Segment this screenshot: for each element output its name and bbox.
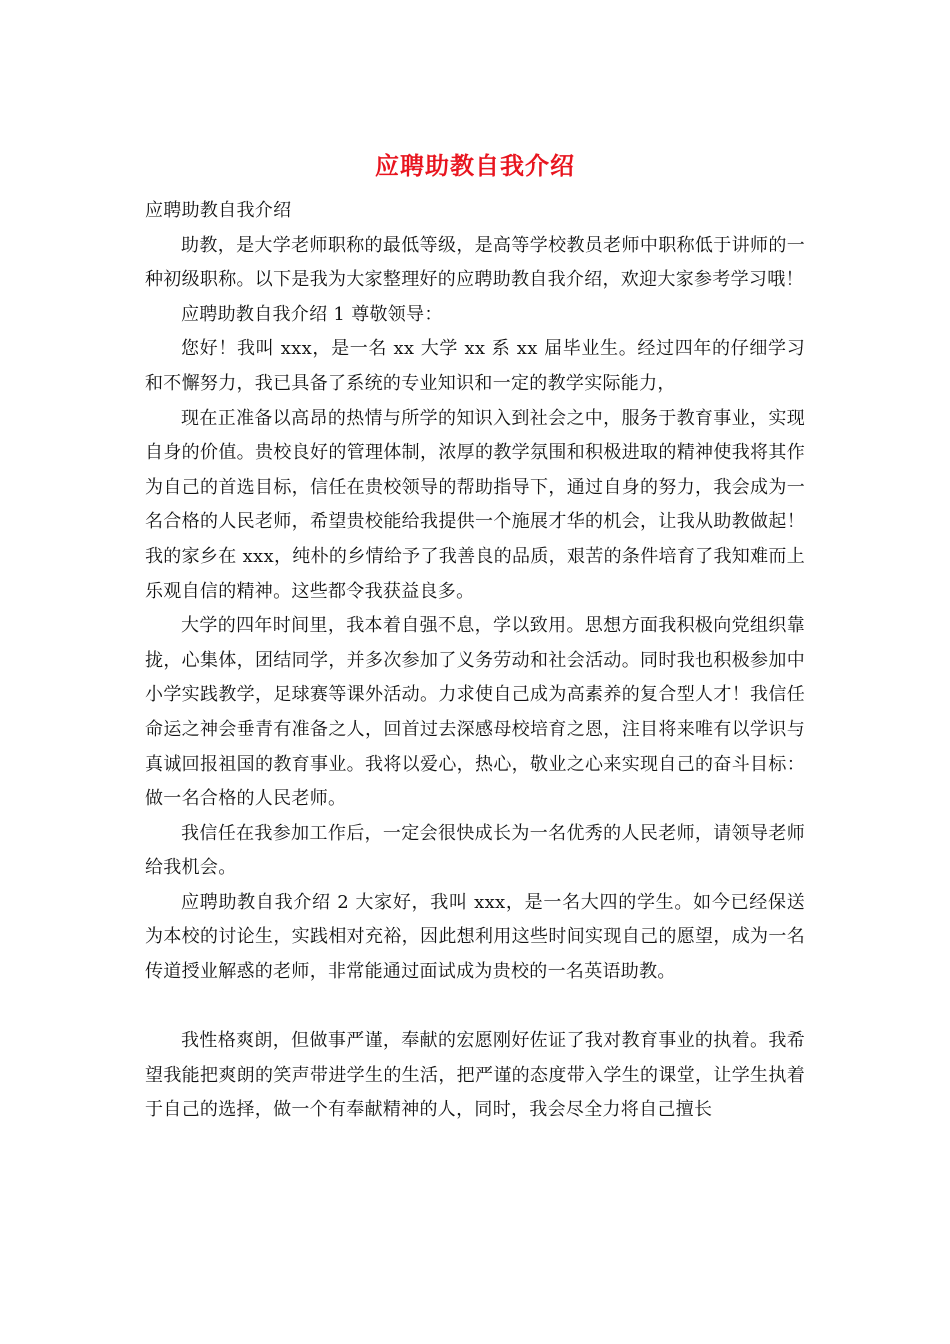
document-subtitle: 应聘助教自我介绍 [145, 200, 292, 221]
paragraph-heading-1: 应聘助教自我介绍 1 尊敬领导： [181, 303, 443, 325]
paragraph-heading-2: 应聘助教自我介绍 2 大家好，我叫 xxx，是一名大四的学生。如今已经保送为本校的讨论生，实践相对充裕，因此想利用这些时间实现自己的愿望，成为一名传道授业解惑的老师，非常能通过面试成为贵校的一名英语助教。 [145, 891, 805, 983]
paragraph-university: 大学的四年时间里，我本着自强不息，学以致用。思想方面我积极向党组织靠拢，心集体，团结同学，并多次参加了义务劳动和社会活动。同时我也积极参加中小学实践教学，足球赛等课外活动。力求使自己成为高素养的复合型人才！我信任命运之神会垂青有准备之人，回首过去深感母校培育之恩，注目将来唯有以学识与真诚回报祖国的教育事业。我将以爱心，热心，敬业之心来实现自己的奋斗目标：做一名合格的人民老师。 [145, 615, 805, 810]
document-title: 应聘助教自我介绍 [375, 151, 575, 180]
document-body [145, 194, 805, 1128]
blank-line [145, 990, 805, 1025]
paragraph-goal: 现在正准备以高昂的热情与所学的知识入到社会之中，服务于教育事业，实现自身的价值。贵校良好的管理体制，浓厚的教学氛围和积极进取的精神使我将其作为自己的首选目标，信任在贵校领导的帮助指导下，通过自身的努力，我会成为一名合格的人民老师，希望贵校能给我提供一个施展才华的机会，让我从助教做起！我的家乡在 xxx，纯朴的乡情给予了我善良的品质，艰苦的条件培育了我知难而上乐观自信的精神。这些都令我获益良多。 [145, 407, 805, 602]
paragraph-personality: 我性格爽朗，但做事严谨，奉献的宏愿刚好佐证了我对教育事业的执着。我希望我能把爽朗的笑声带进学生的生活，把严谨的态度带入学生的课堂，让学生执着于自己的选择，做一个有奉献精神的人，同时，我会尽全力将自己擅长 [145, 1030, 805, 1121]
paragraph-greeting: 您好！我叫 xxx，是一名 xx 大学 xx 系 xx 届毕业生。经过四年的仔细学习和不懈努力，我已具备了系统的专业知识和一定的教学实际能力， [145, 338, 805, 394]
paragraph-intro: 助教，是大学老师职称的最低等级，是高等学校教员老师中职称低于讲师的一种初级职称。以下是我为大家整理好的应聘助教自我介绍，欢迎大家参考学习哦！ [145, 234, 805, 291]
paragraph-closing-1: 我信任在我参加工作后，一定会很快成长为一名优秀的人民老师，请领导老师给我机会。 [145, 822, 805, 879]
